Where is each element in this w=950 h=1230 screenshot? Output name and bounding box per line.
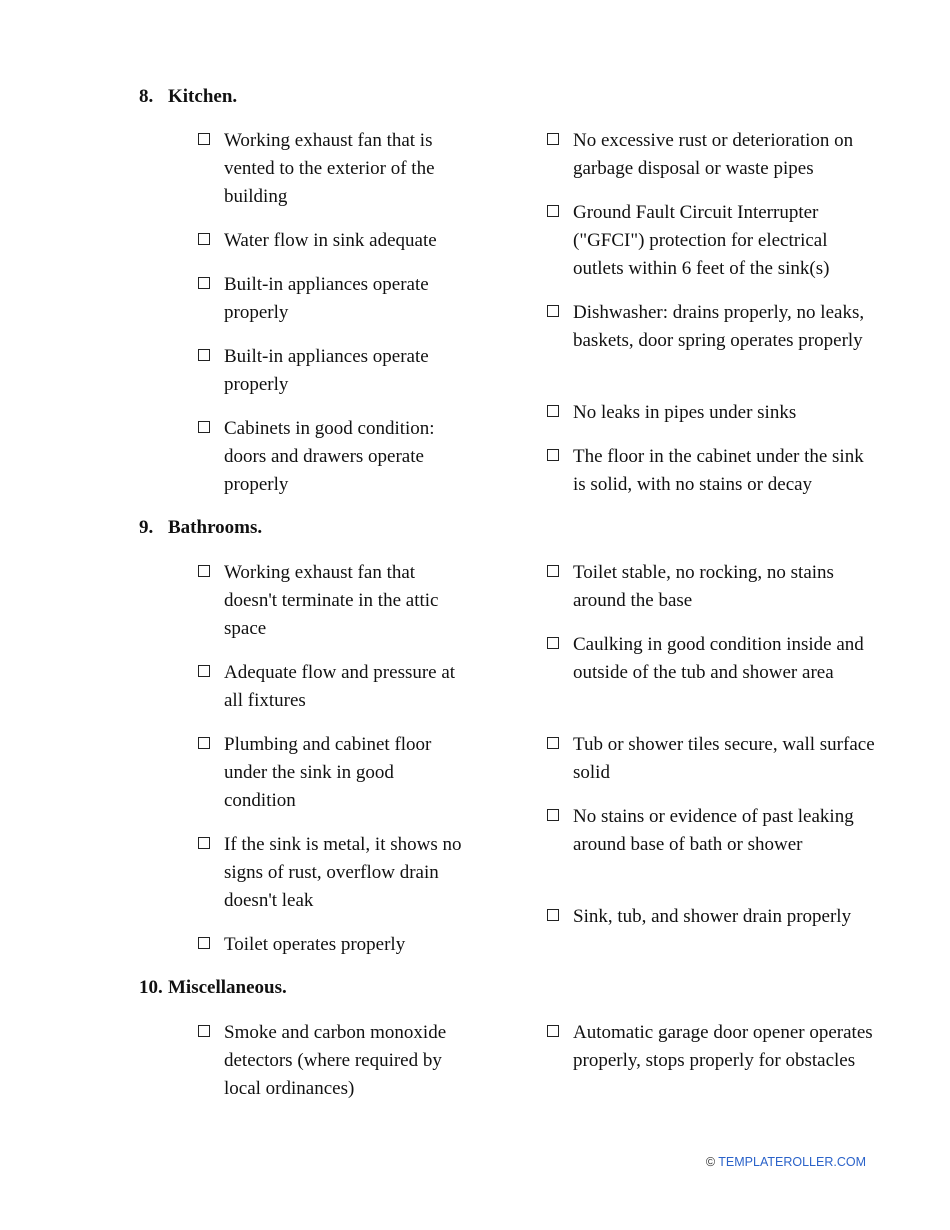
- checklist-item-label: No excessive rust or deterioration on garbage disposal or waste pipes: [573, 130, 854, 179]
- checkbox[interactable]: [198, 233, 210, 245]
- checklist-item[interactable]: [198, 1019, 468, 1103]
- checklist-item-label: Smoke and carbon monoxide detectors (where required by local ordinances): [224, 1022, 447, 1099]
- checkbox[interactable]: [198, 349, 210, 361]
- checklist-item-label: If the sink is metal, it shows no signs of rust, overflow drain doesn't leak: [224, 834, 462, 911]
- section-heading-kitchen: [139, 83, 237, 111]
- section-number: 8.: [139, 86, 154, 107]
- checklist-item[interactable]: [198, 127, 468, 211]
- checkbox[interactable]: [547, 809, 559, 821]
- checklist-item-label: Cabinets in good condition: doors and drawers operate properly: [224, 418, 435, 495]
- checklist-item-label: Plumbing and cabinet floor under the sink in good condition: [224, 734, 432, 811]
- checkbox[interactable]: [547, 737, 559, 749]
- checklist-item-label: Water flow in sink adequate: [224, 230, 437, 251]
- checkbox[interactable]: [198, 937, 210, 949]
- checkbox[interactable]: [547, 565, 559, 577]
- checklist-item[interactable]: [547, 127, 877, 183]
- checkbox[interactable]: [547, 637, 559, 649]
- checkbox[interactable]: [198, 665, 210, 677]
- checklist-item-label: Working exhaust fan that is vented to the exterior of the building: [224, 130, 435, 207]
- checklist-item[interactable]: [198, 659, 468, 715]
- checklist-item-label: Tub or shower tiles secure, wall surface solid: [573, 734, 875, 783]
- checklist-item-label: Toilet stable, no rocking, no stains around the base: [573, 562, 834, 611]
- checklist-item[interactable]: [547, 731, 877, 787]
- checkbox[interactable]: [547, 133, 559, 145]
- checklist-item[interactable]: [547, 631, 877, 687]
- checkbox[interactable]: [547, 449, 559, 461]
- checkbox[interactable]: [547, 405, 559, 417]
- checklist-item[interactable]: [547, 443, 877, 499]
- checklist-item[interactable]: [198, 343, 468, 399]
- checklist-item-label: Working exhaust fan that doesn't terminate in the attic space: [224, 562, 439, 639]
- checkbox[interactable]: [547, 1025, 559, 1037]
- checkbox[interactable]: [198, 1025, 210, 1037]
- checkbox[interactable]: [198, 565, 210, 577]
- checklist-item[interactable]: [547, 803, 877, 859]
- checkbox[interactable]: [198, 737, 210, 749]
- checklist-item-label: No leaks in pipes under sinks: [573, 402, 797, 423]
- checklist-item[interactable]: [547, 299, 877, 355]
- checklist-item[interactable]: [198, 227, 468, 255]
- checklist-item[interactable]: [198, 731, 468, 815]
- checkbox[interactable]: [547, 305, 559, 317]
- checklist-item-label: Ground Fault Circuit Interrupter ("GFCI") protection for electrical outlets within 6 feet of the sink(s): [573, 202, 830, 279]
- checklist-item-label: No stains or evidence of past leaking around base of bath or shower: [573, 806, 854, 855]
- templateroller-link[interactable]: TEMPLATEROLLER.COM: [718, 1155, 866, 1169]
- section-title: Miscellaneous.: [168, 977, 287, 998]
- checklist-item[interactable]: [547, 1019, 877, 1075]
- section-number: 10.: [139, 977, 163, 998]
- checkbox[interactable]: [198, 421, 210, 433]
- checklist-item[interactable]: [198, 831, 468, 915]
- checkbox[interactable]: [198, 133, 210, 145]
- checklist-item-label: Built-in appliances operate properly: [224, 274, 429, 323]
- checklist-item-label: Sink, tub, and shower drain properly: [573, 906, 852, 927]
- checklist-item-label: Dishwasher: drains properly, no leaks, baskets, door spring operates properly: [573, 302, 865, 351]
- checklist-item-label: Caulking in good condition inside and outside of the tub and shower area: [573, 634, 864, 683]
- checklist-item[interactable]: [547, 399, 877, 427]
- checklist-item-label: Built-in appliances operate properly: [224, 346, 429, 395]
- copyright-symbol: ©: [705, 1155, 716, 1169]
- checklist-item[interactable]: [198, 271, 468, 327]
- footer-copyright: [706, 1155, 866, 1169]
- checkbox[interactable]: [198, 837, 210, 849]
- checkbox[interactable]: [547, 205, 559, 217]
- checklist-item-label: The floor in the cabinet under the sink is solid, with no stains or decay: [573, 446, 864, 495]
- checklist-item-label: Toilet operates properly: [224, 934, 406, 955]
- section-title: Bathrooms.: [168, 517, 263, 538]
- checklist-item[interactable]: [198, 931, 468, 959]
- checkbox[interactable]: [547, 909, 559, 921]
- checklist-item[interactable]: [547, 903, 877, 931]
- section-heading-bathrooms: [139, 514, 262, 542]
- section-title: Kitchen.: [168, 86, 238, 107]
- checklist-item[interactable]: [547, 559, 877, 615]
- checklist-item[interactable]: [198, 559, 468, 643]
- section-number: 9.: [139, 517, 154, 538]
- checklist-item-label: Adequate flow and pressure at all fixtures: [224, 662, 456, 711]
- checklist-item[interactable]: [198, 415, 468, 499]
- checklist-item[interactable]: [547, 199, 877, 283]
- checklist-item-label: Automatic garage door opener operates properly, stops properly for obstacles: [573, 1022, 873, 1071]
- checkbox[interactable]: [198, 277, 210, 289]
- section-heading-miscellaneous: [139, 974, 287, 1002]
